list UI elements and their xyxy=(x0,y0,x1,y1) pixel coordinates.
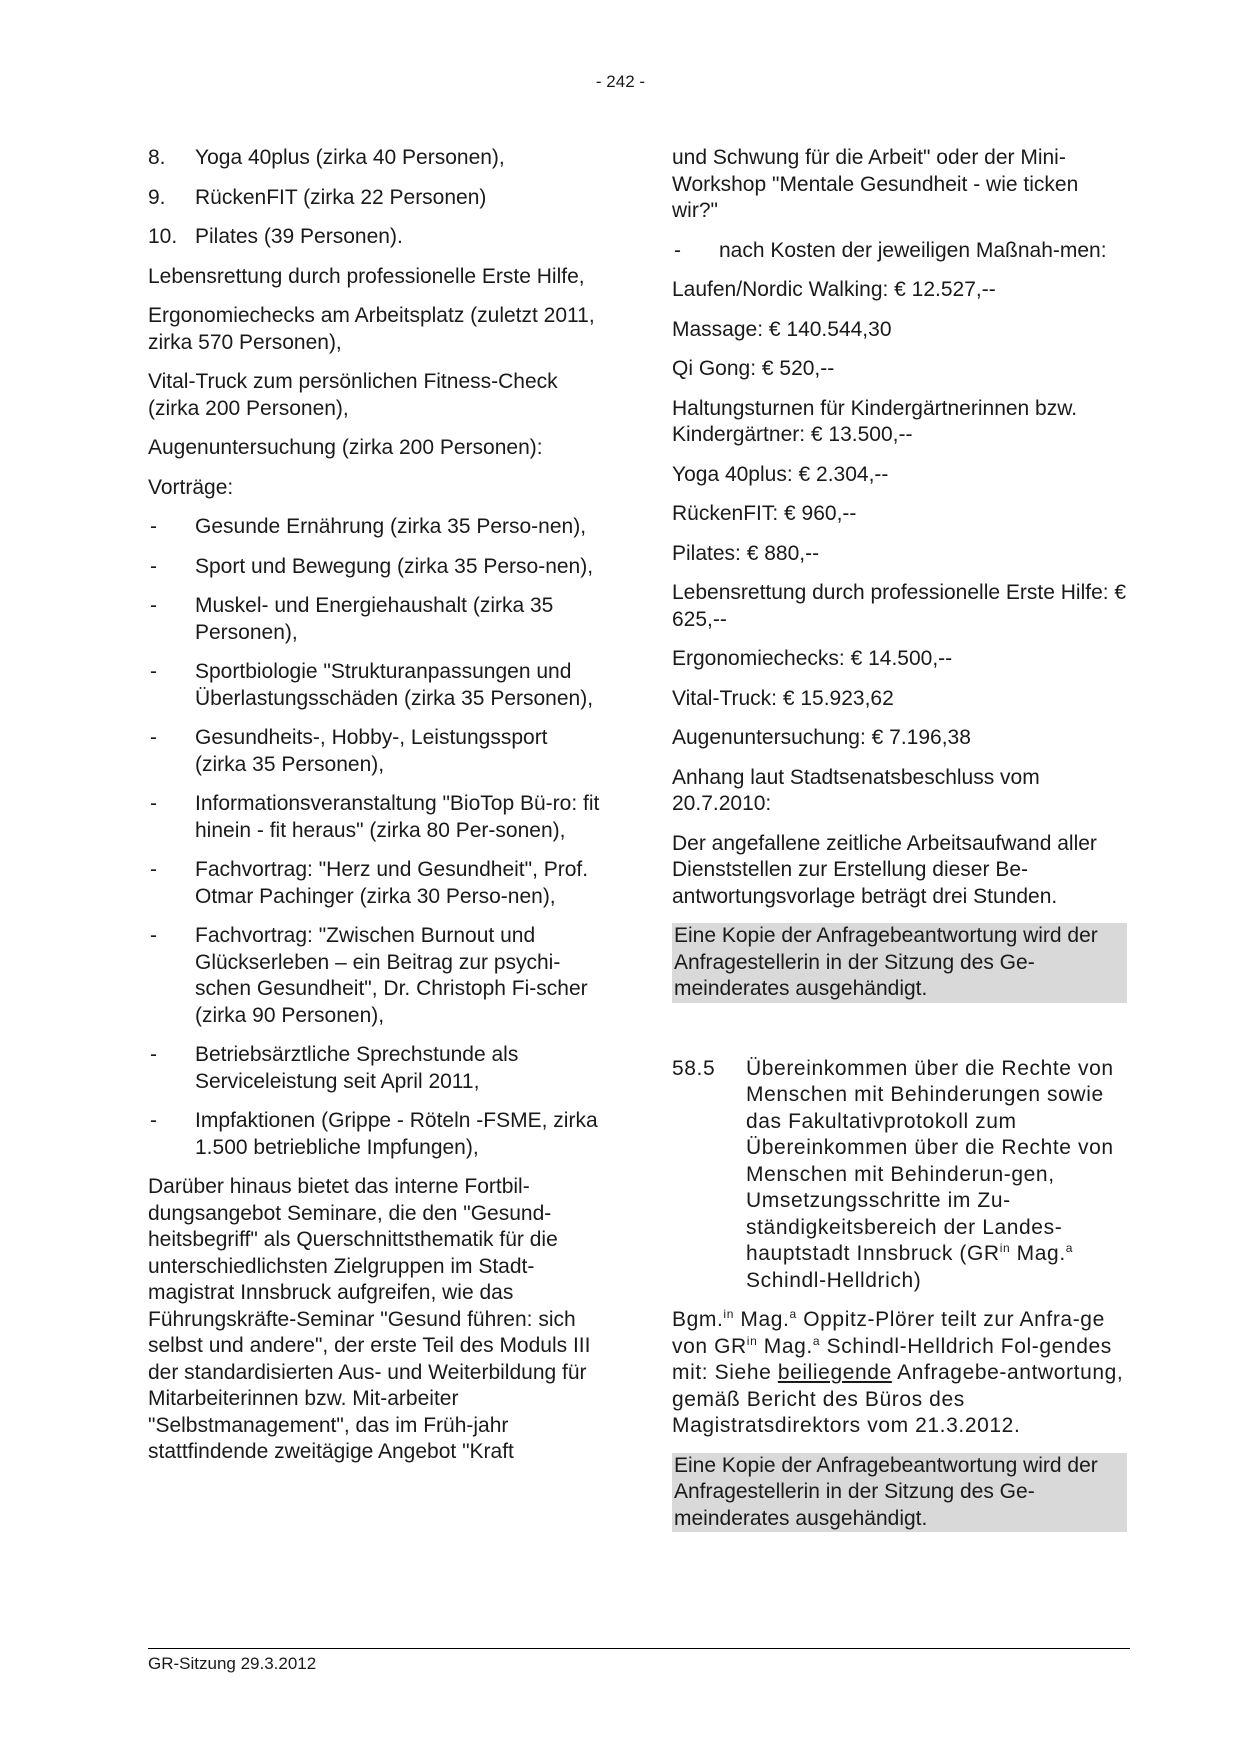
dash-list-item: - Impfaktionen (Grippe - Röteln -FSME, zirka 1.500 betriebliche Impfungen), xyxy=(150,1109,598,1159)
cost-line: Laufen/Nordic Walking: € 12.527,-- xyxy=(672,278,996,301)
right-column xyxy=(672,145,1127,1545)
footer-text: GR-Sitzung 29.3.2012 xyxy=(148,1654,317,1673)
numbered-item: 9. RückenFIT (zirka 22 Personen) xyxy=(148,185,487,209)
cost-line: Vital-Truck: € 15.923,62 xyxy=(672,686,894,710)
paragraph: Lebensrettung durch professionelle Erste Hilfe, xyxy=(148,264,585,288)
paragraph: Darüber hinaus bietet das interne Fortbil-dungsangebot Seminare, die den "Gesund-heitsbegriff" als Querschnittsthematik für die unterschiedlichsten Zielgruppen im Stadt-magistrat Innsbruck aufgreifen, wie das Führungskräfte-Seminar "Gesund führen: sich selbst und andere", der erste Teil des Moduls III der standardisierten Aus- und Weiterbildung für Mitarbeiterinnen bzw. Mit-arbeiter "Selbstmanagement", das im Früh-jahr stattfindende zweitägige Angebot "Kraft xyxy=(148,1175,591,1463)
dash-list-item: - Fachvortrag: "Herz und Gesundheit", Prof. Otmar Pachinger (zirka 30 Perso-nen), xyxy=(150,858,589,908)
cost-line: Yoga 40plus: € 2.304,-- xyxy=(672,462,889,486)
left-column xyxy=(148,145,603,1479)
dash-list-item: - Betriebsärztliche Sprechstunde als Serviceleistung seit April 2011, xyxy=(150,1043,519,1093)
numbered-item: 10. Pilates (39 Personen). xyxy=(148,225,403,248)
paragraph: Augenuntersuchung (zirka 200 Personen): xyxy=(148,436,543,459)
paragraph: Ergonomiechecks am Arbeitsplatz (zuletzt 2011, zirka 570 Personen), xyxy=(148,304,595,354)
footer-divider xyxy=(148,1648,1130,1649)
dash-list-item: - Sport und Bewegung (zirka 35 Perso-nen), xyxy=(150,554,594,578)
paragraph: Der angefallene zeitliche Arbeitsaufwand aller Dienststellen zur Erstellung dieser Be-antwortungsvorlage beträgt drei Stunden. xyxy=(672,831,1097,908)
cost-line: RückenFIT: € 960,-- xyxy=(672,502,857,525)
dash-list-item: - Gesunde Ernährung (zirka 35 Perso-nen), xyxy=(150,515,587,538)
cost-line: Lebensrettung durch professionelle Erste Hilfe: € 625,-- xyxy=(672,581,1127,631)
paragraph: Vital-Truck zum persönlichen Fitness-Check (zirka 200 Personen), xyxy=(148,370,558,420)
cost-line: Augenuntersuchung: € 7.196,38 xyxy=(672,726,971,749)
section-title: Übereinkommen über die Rechte von Menschen mit Behinderungen sowie das Fakultativprotokoll zum Übereinkommen über die Rechte von Menschen mit Behinderun-gen, Umsetzungsschritte im Zu-ständigkeitsbereich der Landes-hauptstadt Innsbruck ($GR^{in}$ Mag.$^a$ Schindl-Helldrich) xyxy=(746,1056,1114,1292)
dash-list-item: - Gesundheits-, Hobby-, Leistungssport (zirka 35 Personen), xyxy=(150,726,548,776)
dash-list-item: - Fachvortrag: "Zwischen Burnout und Glückserleben – ein Beitrag zur psychi-schen Gesundheit", Dr. Christoph Fi-scher (zirka 90 Personen), xyxy=(150,924,588,1027)
page-number: - 242 - xyxy=(595,72,646,91)
section-heading xyxy=(672,1056,1127,1295)
shaded-note: Eine Kopie der Anfragebeantwortung wird der Anfragestellerin in der Sitzung des Ge-meinderates ausgehändigt. xyxy=(672,923,1127,1003)
cost-line: Pilates: € 880,-- xyxy=(672,541,820,565)
cost-line: Massage: € 140.544,30 xyxy=(672,317,892,341)
paragraph: Vorträge: xyxy=(148,475,234,499)
dash-list-item: - Sportbiologie "Strukturanpassungen und Überlastungsschäden (zirka 35 Personen), xyxy=(150,660,594,710)
attachment-link[interactable]: beiliegende xyxy=(777,1361,892,1384)
section-number: 58.5 xyxy=(672,1056,716,1080)
cost-line: Qi Gong: € 520,-- xyxy=(672,357,835,380)
numbered-item: 8. Yoga 40plus (zirka 40 Personen), xyxy=(148,146,505,169)
dash-list-item: - Informationsveranstaltung "BioTop Bü-ro: fit hinein - fit heraus" (zirka 80 Per-sonen), xyxy=(150,792,600,842)
answer-paragraph: Bgm.$^{in}$ Mag.$^a$ Oppitz-Plörer teilt zur Anfra-ge von $GR^{in}$ Mag.$^a$ Schindl-Helldrich Fol-gendes mit: Siehe beiliegende Anfragebe-antwortung, gemäß Bericht des Büros des Magistratsdirektors vom 21.3.2012. xyxy=(672,1307,1124,1437)
shaded-note: Eine Kopie der Anfragebeantwortung wird der Anfragestellerin in der Sitzung des Ge-meinderates ausgehändigt. xyxy=(672,1453,1127,1533)
dash-list-item: - nach Kosten der jeweiligen Maßnah-men: xyxy=(674,238,1107,262)
cost-line: Haltungsturnen für Kindergärtnerinnen bzw. Kindergärtner: € 13.500,-- xyxy=(672,396,1078,446)
paragraph: und Schwung für die Arbeit" oder der Mini-Workshop "Mentale Gesundheit - wie ticken wir?" xyxy=(672,146,1079,222)
cost-line: Ergonomiechecks: € 14.500,-- xyxy=(672,647,953,670)
paragraph: Anhang laut Stadtsenatsbeschluss vom 20.7.2010: xyxy=(672,765,1040,815)
dash-list-item: - Muskel- und Energiehaushalt (zirka 35 Personen), xyxy=(150,594,554,644)
